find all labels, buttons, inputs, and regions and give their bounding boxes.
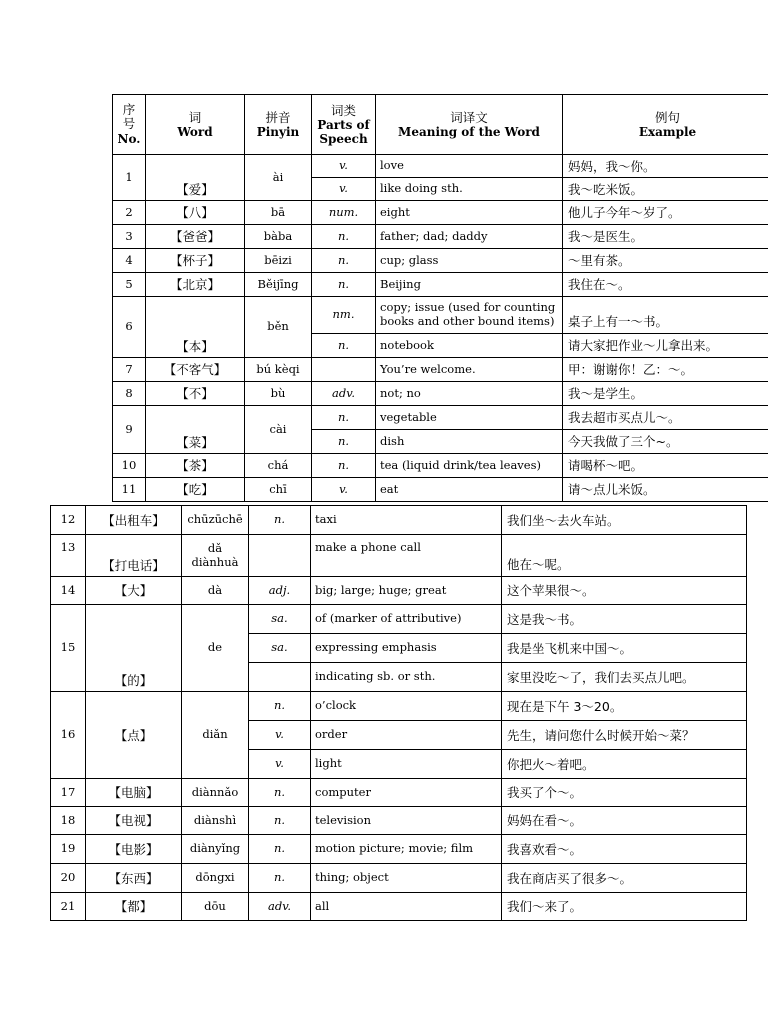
entry-meaning: of (marker of attributive) — [311, 605, 502, 634]
entry-example: 我～是学生。 — [563, 382, 768, 406]
entry-example: 今天我做了三个~。 — [563, 430, 768, 454]
entry-example: 妈妈在看～。 — [502, 807, 747, 835]
table-row — [113, 225, 768, 249]
table-row — [51, 605, 747, 634]
entry-no: 9 — [113, 406, 146, 454]
entry-pinyin: diànshì — [182, 807, 249, 835]
entry-word: 【出租车】 — [86, 506, 182, 535]
table-row — [113, 273, 768, 297]
entry-meaning: light — [311, 750, 502, 779]
table-row — [113, 201, 768, 225]
entry-pinyin: chī — [245, 478, 312, 502]
entry-meaning: all — [311, 893, 502, 921]
entry-pinyin: cài — [245, 406, 312, 454]
table-row — [113, 297, 768, 334]
entry-meaning: eat — [376, 478, 563, 502]
entry-pos: adv. — [249, 893, 311, 921]
entry-meaning: o’clock — [311, 692, 502, 721]
entry-example: 我去超市买点儿～。 — [563, 406, 768, 430]
header-meaning — [376, 95, 563, 155]
table-row — [113, 454, 768, 478]
entry-example: 我喜欢看～。 — [502, 835, 747, 864]
entry-example: 你把火～着吧。 — [502, 750, 747, 779]
entry-pos: adj. — [249, 577, 311, 605]
entry-pinyin: bàba — [245, 225, 312, 249]
entry-pinyin: diànnǎo — [182, 779, 249, 807]
entry-example: 我住在～。 — [563, 273, 768, 297]
header-no-zh: 序号 — [122, 101, 136, 132]
entry-pinyin: dǎ diànhuà — [182, 535, 249, 577]
entry-pos: n. — [249, 807, 311, 835]
entry-example: 请～点儿米饭。 — [563, 478, 768, 502]
entry-meaning: big; large; huge; great — [311, 577, 502, 605]
entry-example: 我是坐飞机来中国～。 — [502, 634, 747, 663]
entry-meaning: make a phone call — [311, 535, 502, 577]
entry-pos — [249, 535, 311, 577]
table-row — [51, 864, 747, 893]
entry-word: 【电影】 — [86, 835, 182, 864]
entry-meaning: like doing sth. — [376, 178, 563, 201]
entry-pinyin: dà — [182, 577, 249, 605]
header-pinyin-zh: 拼音 — [265, 109, 291, 125]
entry-meaning: thing; object — [311, 864, 502, 893]
entry-pos: n. — [312, 249, 376, 273]
entry-example: 桌子上有一～书。 — [563, 297, 768, 334]
entry-no: 14 — [51, 577, 86, 605]
entry-pos: n. — [249, 692, 311, 721]
entry-no: 21 — [51, 893, 86, 921]
entry-pos: n. — [312, 273, 376, 297]
entry-example: 先生，请问您什么时候开始～菜？ — [502, 721, 747, 750]
entry-pinyin: bēizi — [245, 249, 312, 273]
entry-no: 17 — [51, 779, 86, 807]
entry-pinyin: de — [182, 605, 249, 692]
entry-pinyin: bù — [245, 382, 312, 406]
entry-word: 【吃】 — [146, 478, 245, 502]
header-pinyin — [245, 95, 312, 155]
entry-example: 我～是医生。 — [563, 225, 768, 249]
table-row — [51, 535, 747, 577]
header-no — [113, 95, 146, 155]
entry-pos: n. — [312, 430, 376, 454]
entry-meaning: notebook — [376, 334, 563, 358]
entry-pinyin: dōu — [182, 893, 249, 921]
entry-no: 12 — [51, 506, 86, 535]
entry-meaning: dish — [376, 430, 563, 454]
entry-meaning: motion picture; movie; film — [311, 835, 502, 864]
entry-example: 我们坐～去火车站。 — [502, 506, 747, 535]
entry-no: 1 — [113, 155, 146, 201]
entry-pinyin: bā — [245, 201, 312, 225]
entry-word: 【大】 — [86, 577, 182, 605]
entry-pinyin: Běijīng — [245, 273, 312, 297]
entry-pinyin: diànyǐng — [182, 835, 249, 864]
entry-no: 10 — [113, 454, 146, 478]
entry-pos — [249, 663, 311, 692]
entry-word: 【的】 — [86, 605, 182, 692]
table-row — [51, 692, 747, 721]
entry-pos: n. — [249, 779, 311, 807]
table-row — [51, 835, 747, 864]
entry-meaning: copy; issue (used for counting books and other bound items) — [376, 297, 563, 334]
table-row — [113, 406, 768, 430]
header-pos-zh: 词类 — [330, 102, 356, 118]
table-row — [113, 358, 768, 382]
table-row — [113, 478, 768, 502]
entry-pinyin: ài — [245, 155, 312, 201]
entry-word: 【不客气】 — [146, 358, 245, 382]
entry-meaning: cup; glass — [376, 249, 563, 273]
entry-example: 这个苹果很～。 — [502, 577, 747, 605]
entry-example: 我在商店买了很多～。 — [502, 864, 747, 893]
entry-example: 我买了个～。 — [502, 779, 747, 807]
header-word-zh: 词 — [188, 109, 202, 125]
entry-no: 2 — [113, 201, 146, 225]
table-row — [113, 155, 768, 178]
entry-pinyin: chūzūchē — [182, 506, 249, 535]
entry-no: 6 — [113, 297, 146, 358]
entry-pinyin: diǎn — [182, 692, 249, 779]
entry-pos: sa. — [249, 605, 311, 634]
entry-example: ～里有茶。 — [563, 249, 768, 273]
entry-no: 16 — [51, 692, 86, 779]
vocabulary-table-part-1 — [112, 94, 768, 502]
entry-pos: n. — [312, 225, 376, 249]
entry-pos: n. — [249, 506, 311, 535]
entry-meaning: eight — [376, 201, 563, 225]
entry-meaning: order — [311, 721, 502, 750]
entry-no: 7 — [113, 358, 146, 382]
entry-example: 妈妈，我～你。 — [563, 155, 768, 178]
entry-meaning: not; no — [376, 382, 563, 406]
entry-pos: v. — [249, 750, 311, 779]
entry-no: 15 — [51, 605, 86, 692]
entry-example: 他儿子今年～岁了。 — [563, 201, 768, 225]
entry-word: 【北京】 — [146, 273, 245, 297]
entry-no: 19 — [51, 835, 86, 864]
entry-word: 【打电话】 — [86, 535, 182, 577]
header-pinyin-en: Pinyin — [256, 124, 300, 139]
entry-no: 3 — [113, 225, 146, 249]
entry-no: 8 — [113, 382, 146, 406]
table-row — [113, 249, 768, 273]
entry-word: 【东西】 — [86, 864, 182, 893]
entry-meaning: father; dad; daddy — [376, 225, 563, 249]
table-row — [113, 382, 768, 406]
entry-no: 20 — [51, 864, 86, 893]
entry-word: 【八】 — [146, 201, 245, 225]
header-no-en: No. — [117, 131, 141, 146]
entry-pinyin: chá — [245, 454, 312, 478]
table-row — [51, 893, 747, 921]
entry-example: 家里没吃～了，我们去买点儿吧。 — [502, 663, 747, 692]
vocabulary-table-part-2 — [50, 505, 747, 921]
entry-meaning: You’re welcome. — [376, 358, 563, 382]
entry-no: 4 — [113, 249, 146, 273]
header-pos-en2: Speech — [319, 132, 368, 146]
entry-pos: n. — [249, 864, 311, 893]
table-row — [51, 577, 747, 605]
table-row — [51, 807, 747, 835]
header-meaning-zh: 词译文 — [450, 109, 488, 125]
entry-pos: n. — [312, 406, 376, 430]
entry-example: 我～吃米饭。 — [563, 178, 768, 201]
header-pos — [312, 95, 376, 155]
entry-pos: n. — [249, 835, 311, 864]
entry-word: 【本】 — [146, 297, 245, 358]
entry-pos: n. — [312, 334, 376, 358]
header-example — [563, 95, 768, 155]
entry-pos: v. — [249, 721, 311, 750]
entry-no: 13 — [51, 535, 86, 577]
entry-example: 我们～来了。 — [502, 893, 747, 921]
entry-pos: nm. — [312, 297, 376, 334]
entry-pinyin: bú kèqi — [245, 358, 312, 382]
entry-example: 请大家把作业～儿拿出来。 — [563, 334, 768, 358]
entry-word: 【不】 — [146, 382, 245, 406]
entry-pos: num. — [312, 201, 376, 225]
header-meaning-en: Meaning of the Word — [398, 124, 540, 139]
entry-example: 现在是下午 3～20。 — [502, 692, 747, 721]
header-word — [146, 95, 245, 155]
entry-word: 【都】 — [86, 893, 182, 921]
header-pos-en1: Parts of — [317, 117, 370, 132]
entry-pinyin: běn — [245, 297, 312, 358]
entry-pos: sa. — [249, 634, 311, 663]
entry-meaning: expressing emphasis — [311, 634, 502, 663]
entry-word: 【茶】 — [146, 454, 245, 478]
entry-no: 11 — [113, 478, 146, 502]
entry-pos: v. — [312, 155, 376, 178]
header-word-en: Word — [177, 124, 213, 139]
entry-example: 请喝杯～吧。 — [563, 454, 768, 478]
header-row — [113, 95, 768, 155]
entry-meaning: love — [376, 155, 563, 178]
entry-word: 【点】 — [86, 692, 182, 779]
header-example-en: Example — [638, 124, 697, 139]
entry-pos — [312, 358, 376, 382]
entry-pos: v. — [312, 178, 376, 201]
entry-pos: adv. — [312, 382, 376, 406]
entry-example: 甲：谢谢你！乙：～。 — [563, 358, 768, 382]
entry-meaning: tea (liquid drink/tea leaves) — [376, 454, 563, 478]
entry-word: 【电视】 — [86, 807, 182, 835]
entry-example: 他在～呢。 — [502, 535, 747, 577]
table-row — [51, 506, 747, 535]
header-example-zh: 例句 — [654, 109, 680, 125]
entry-example: 这是我～书。 — [502, 605, 747, 634]
entry-meaning: indicating sb. or sth. — [311, 663, 502, 692]
entry-word: 【爱】 — [146, 155, 245, 201]
entry-word: 【杯子】 — [146, 249, 245, 273]
entry-pinyin: dōngxi — [182, 864, 249, 893]
entry-no: 18 — [51, 807, 86, 835]
entry-meaning: computer — [311, 779, 502, 807]
entry-pos: n. — [312, 454, 376, 478]
entry-meaning: taxi — [311, 506, 502, 535]
entry-meaning: vegetable — [376, 406, 563, 430]
entry-word: 【菜】 — [146, 406, 245, 454]
entry-pos: v. — [312, 478, 376, 502]
table-row — [51, 779, 747, 807]
entry-no: 5 — [113, 273, 146, 297]
entry-meaning: television — [311, 807, 502, 835]
entry-word: 【电脑】 — [86, 779, 182, 807]
entry-meaning: Beijing — [376, 273, 563, 297]
entry-word: 【爸爸】 — [146, 225, 245, 249]
